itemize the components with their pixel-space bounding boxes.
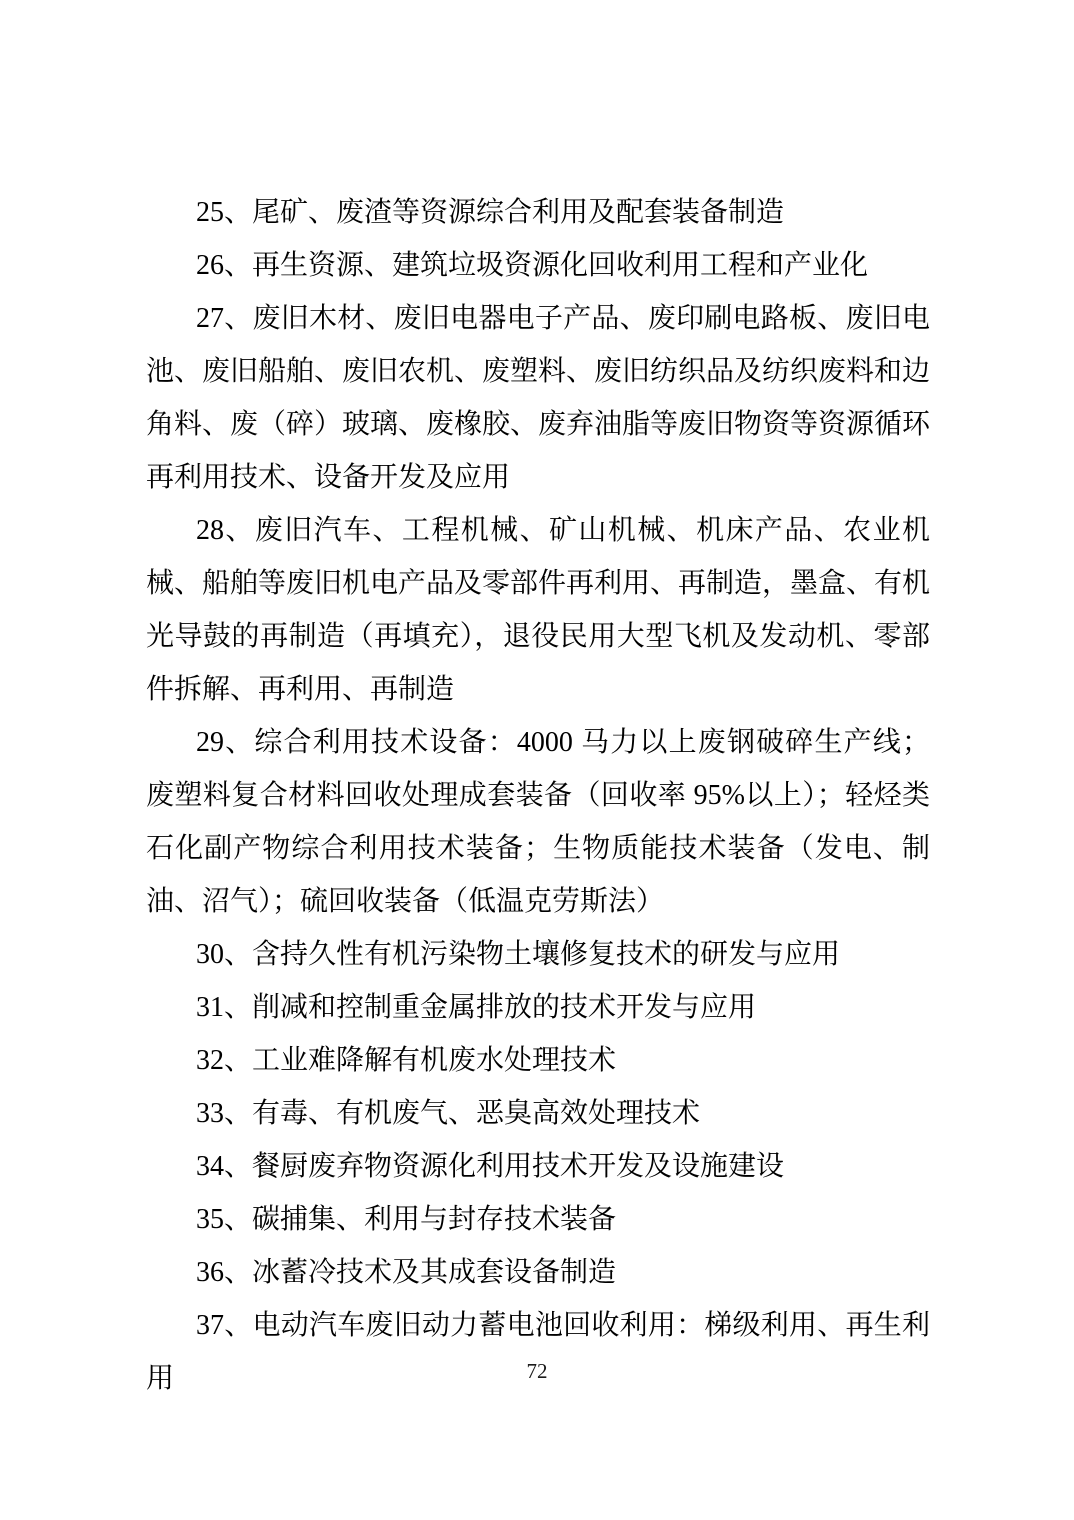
list-item-30: 30、含持久性有机污染物土壤修复技术的研发与应用: [196, 939, 841, 970]
list-item-35: 35、碳捕集、利用与封存技术装备: [196, 1204, 617, 1235]
list-item-25: 25、尾矿、废渣等资源综合利用及配套装备制造: [196, 197, 785, 228]
list-item-27: 27、废旧木材、废旧电器电子产品、废印刷电路板、废旧电池、废旧船舶、废旧农机、废塑料、废旧纺织品及纺织废料和边角料、废（碎）玻璃、废橡胶、废弃油脂等废旧物资等资源循环再利用技术、设备开发及应用: [146, 303, 931, 493]
page-number: 72: [526, 1359, 548, 1383]
list-item-31: 31、削减和控制重金属排放的技术开发与应用: [196, 992, 757, 1023]
document-body: [146, 186, 930, 1405]
list-item-34: 34、餐厨废弃物资源化利用技术开发及设施建设: [196, 1151, 785, 1182]
list-item-32: 32、工业难降解有机废水处理技术: [196, 1045, 617, 1076]
list-item-33: 33、有毒、有机废气、恶臭高效处理技术: [196, 1098, 701, 1129]
list-item-36: 36、冰蓄冷技术及其成套设备制造: [196, 1257, 617, 1288]
list-item-29: 29、综合利用技术设备：4000 马力以上废钢破碎生产线；废塑料复合材料回收处理成套装备（回收率 95%以上）；轻烃类石化副产物综合利用技术装备；生物质能技术装备（发电、制油、沼气）；硫回收装备（低温克劳斯法）: [146, 727, 930, 917]
page-footer: [0, 1356, 1074, 1386]
list-item-37: 37、电动汽车废旧动力蓄电池回收利用：梯级利用、再生利用: [146, 1310, 930, 1394]
list-item-28: 28、废旧汽车、工程机械、矿山机械、机床产品、农业机械、船舶等废旧机电产品及零部件再利用、再制造，墨盒、有机光导鼓的再制造（再填充），退役民用大型飞机及发动机、零部件拆解、再利用、再制造: [146, 515, 931, 705]
list-item-26: 26、再生资源、建筑垃圾资源化回收利用工程和产业化: [196, 250, 869, 281]
